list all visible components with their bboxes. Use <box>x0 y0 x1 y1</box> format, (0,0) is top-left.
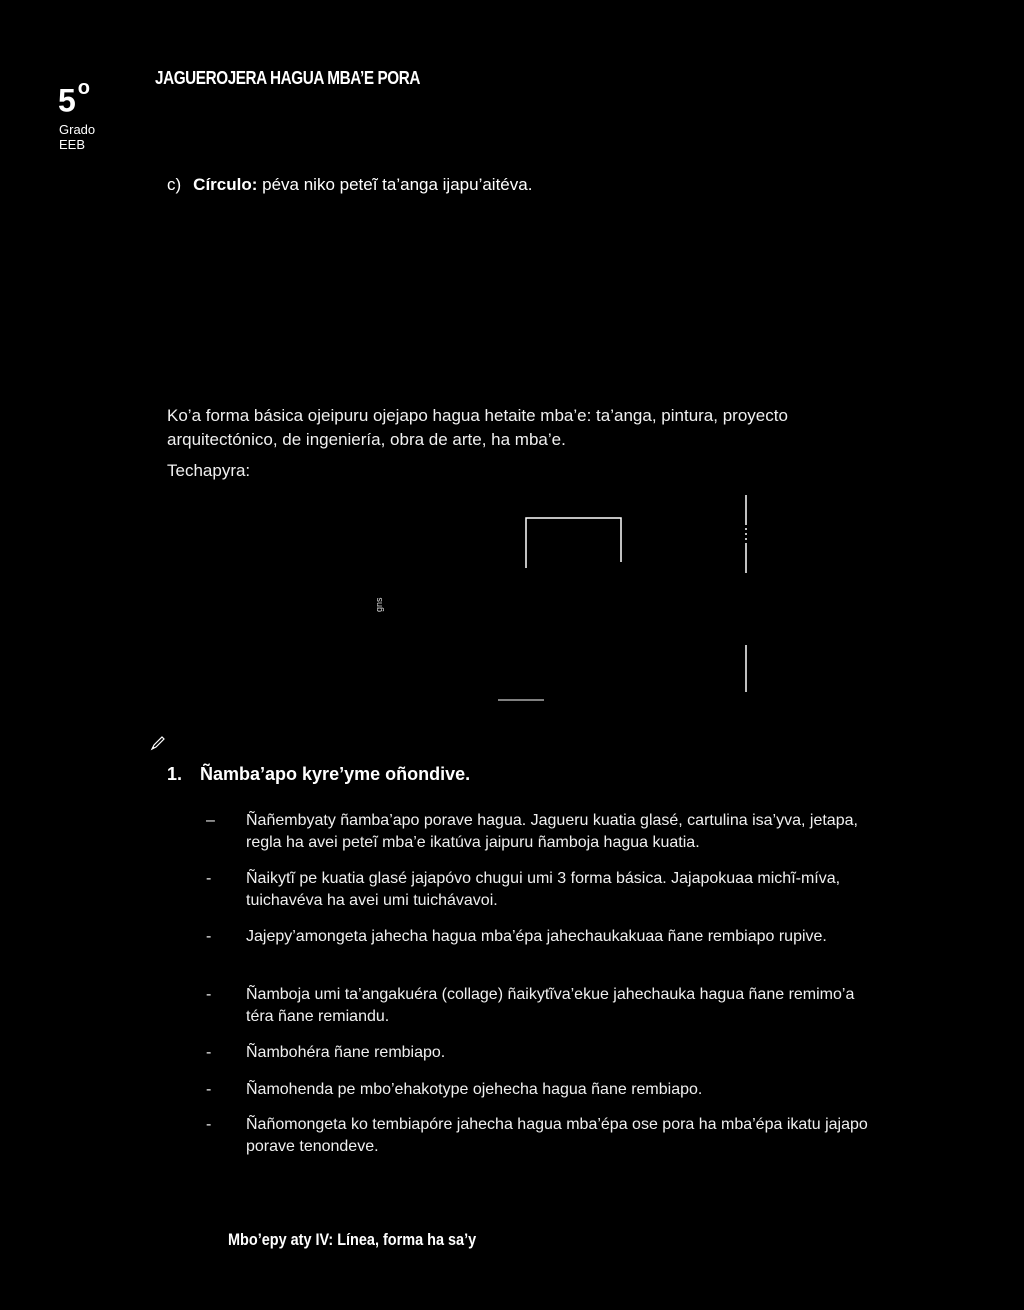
list-item-text: Ñambohéra ñane rembiapo. <box>246 1044 446 1061</box>
header-title: JAGUEROJERA HAGUA MBA’E PORA <box>155 68 420 88</box>
definition-text: péva niko peteĩ ta’anga ijapu’aitéva. <box>257 175 533 194</box>
list-bullet: - <box>206 870 212 887</box>
list-item <box>206 1114 866 1158</box>
list-bullet: – <box>206 812 215 829</box>
activity-heading <box>167 764 470 785</box>
footer-title: Mbo’epy aty IV: Línea, forma ha sa’y <box>228 1230 477 1249</box>
pencil-icon <box>150 735 166 751</box>
list-item <box>206 926 866 970</box>
list-item-text: Ñaikytĩ pe kuatia glasé jajapóvo chugui umi 3 forma básica. Jajapokuaa michĩ-míva, tuichavéva ha avei umi tuichávavoi. <box>246 870 841 909</box>
figure-vertical-text: gns <box>374 597 384 612</box>
list-item-text: Ñamohenda pe mbo’ehakotype ojehecha hagua ñane rembiapo. <box>246 1081 703 1098</box>
example-figure <box>370 490 770 710</box>
list-bullet: - <box>206 1081 212 1098</box>
list-item <box>206 810 866 854</box>
intro-paragraph: Ko’a forma básica ojeipuru ojejapo hagua hetaite mba’e: ta’anga, pintura, proyecto arquitectónico, de ingeniería, obra de arte, ha mba’e. <box>167 406 788 449</box>
activity-title: Ñamba’apo kyre’yme oñondive. <box>200 764 471 784</box>
list-item <box>206 1079 866 1101</box>
grade-label: Grado <box>59 122 96 137</box>
grade-number: 5 $^o$ <box>58 77 91 119</box>
list-item <box>206 868 866 912</box>
grade-level: EEB <box>59 137 86 152</box>
list-bullet: - <box>206 928 212 945</box>
example-label: Techapyra: <box>167 461 251 480</box>
list-item <box>206 984 866 1028</box>
list-item-text: Ñañomongeta ko tembiapóre jahecha hagua mba’épa ose pora ha mba’épa ikatu jajapo porave tenondeve. <box>246 1116 868 1155</box>
list-item <box>206 1042 866 1064</box>
definition-term: Círculo: <box>193 175 258 194</box>
definition-circle <box>167 175 532 195</box>
definition-letter: c) <box>167 175 182 194</box>
list-item-text: Ñañembyaty ñamba’apo porave hagua. Jagueru kuatia glasé, cartulina isa’yva, jetapa, regla ha avei peteĩ mba’e ikatúva jaipuru ñamboja hagua kuatia. <box>246 812 858 851</box>
list-item-text: Jajepy’amongeta jahecha hagua mba’épa jahechaukakuaa ñane rembiapo rupive. <box>246 928 827 945</box>
list-bullet: - <box>206 986 212 1003</box>
list-item-text: Ñamboja umi ta’angakuéra (collage) ñaikytĩva’ekue jahechauka hagua ñane remimo’a téra ñane remiandu. <box>246 986 855 1025</box>
list-bullet: - <box>206 1116 212 1133</box>
list-bullet: - <box>206 1044 212 1061</box>
activity-number: 1. <box>167 764 183 784</box>
grade-superscript: o <box>77 77 91 99</box>
